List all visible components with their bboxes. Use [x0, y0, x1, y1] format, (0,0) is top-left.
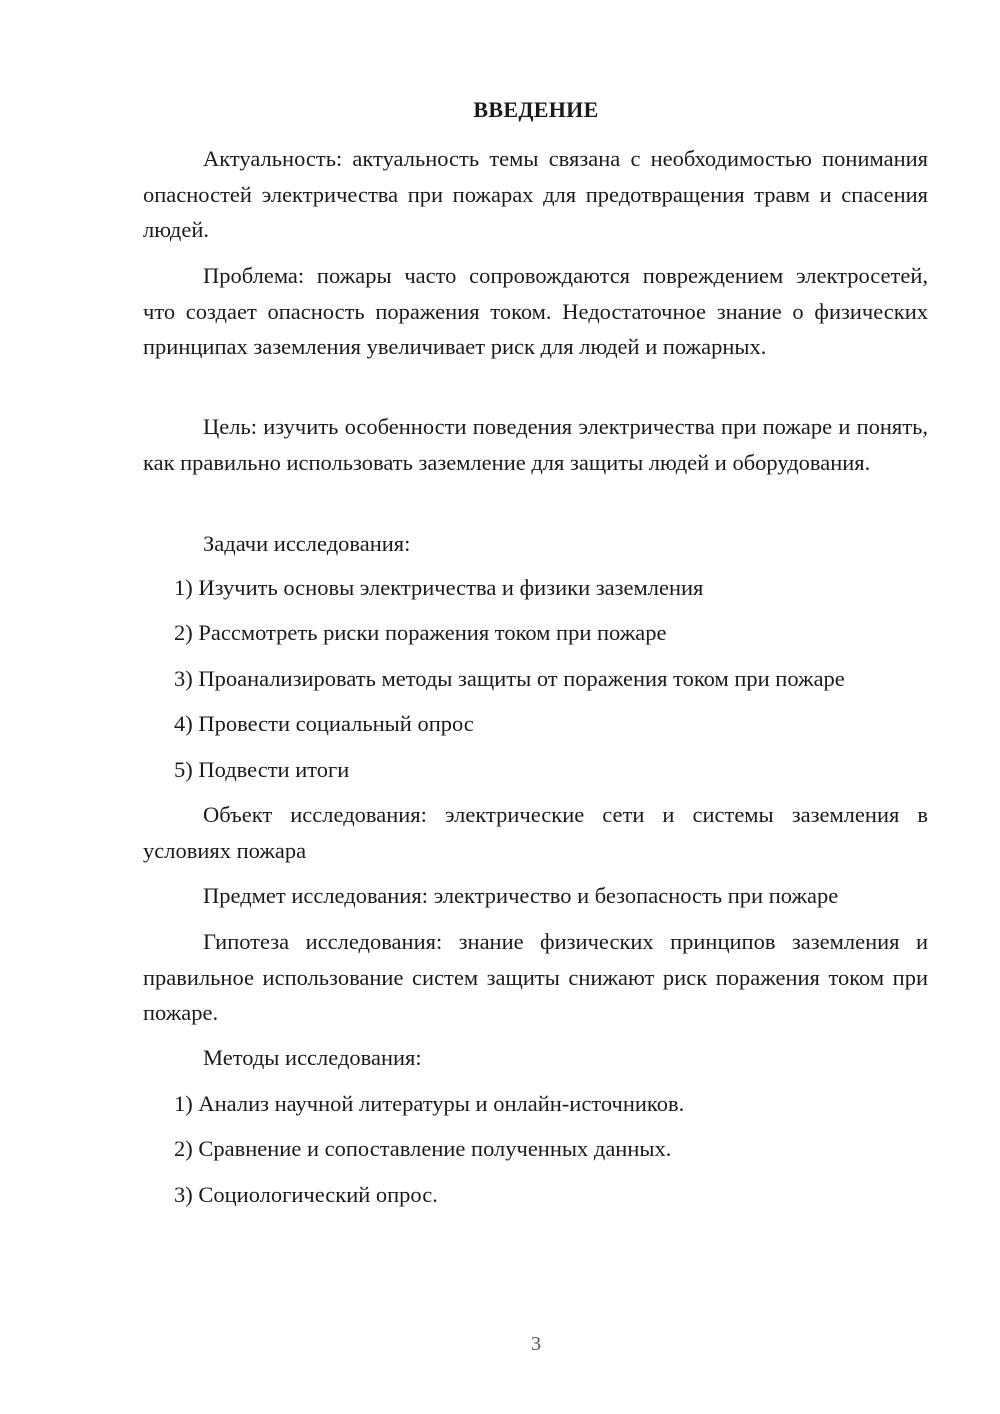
- problem-paragraph: Проблема: пожары часто сопровождаются повреждением электросетей, что создает опасность поражения током. Недостаточное знание о физических принципах заземления увеличивает риск для людей и пожарных.: [143, 263, 928, 359]
- list-item: 3) Социологический опрос.: [174, 1182, 438, 1207]
- list-item: 2) Рассмотреть риски поражения током при пожаре: [174, 620, 667, 645]
- list-item: 3) Проанализировать методы защиты от поражения током при пожаре: [174, 666, 845, 691]
- object-paragraph: Объект исследования: электрические сети и системы заземления в условиях пожара: [143, 802, 928, 863]
- list-item: 5) Подвести итоги: [174, 757, 350, 782]
- list-item: 4) Провести социальный опрос: [174, 711, 474, 736]
- tasks-heading: Задачи исследования:: [203, 531, 411, 556]
- page-number: 3: [531, 1333, 541, 1355]
- goal-paragraph: Цель: изучить особенности поведения электричества при пожаре и понять, как правильно использовать заземление для защиты людей и оборудования.: [143, 414, 928, 475]
- subject-paragraph: Предмет исследования: электричество и безопасность при пожаре: [203, 883, 839, 908]
- relevance-paragraph: Актуальность: актуальность темы связана с необходимостью понимания опасностей электричества при пожарах для предотвращения травм и спасения людей.: [143, 146, 928, 242]
- list-item: 1) Изучить основы электричества и физики заземления: [174, 575, 704, 600]
- list-item: 2) Сравнение и сопоставление полученных данных.: [174, 1136, 672, 1161]
- list-item: 1) Анализ научной литературы и онлайн-источников.: [174, 1091, 685, 1116]
- methods-heading: Методы исследования:: [203, 1045, 422, 1070]
- section-title: ВВЕДЕНИЕ: [473, 97, 599, 122]
- hypothesis-paragraph: Гипотеза исследования: знание физических принципов заземления и правильное использование систем защиты снижают риск поражения током при пожаре.: [143, 929, 928, 1025]
